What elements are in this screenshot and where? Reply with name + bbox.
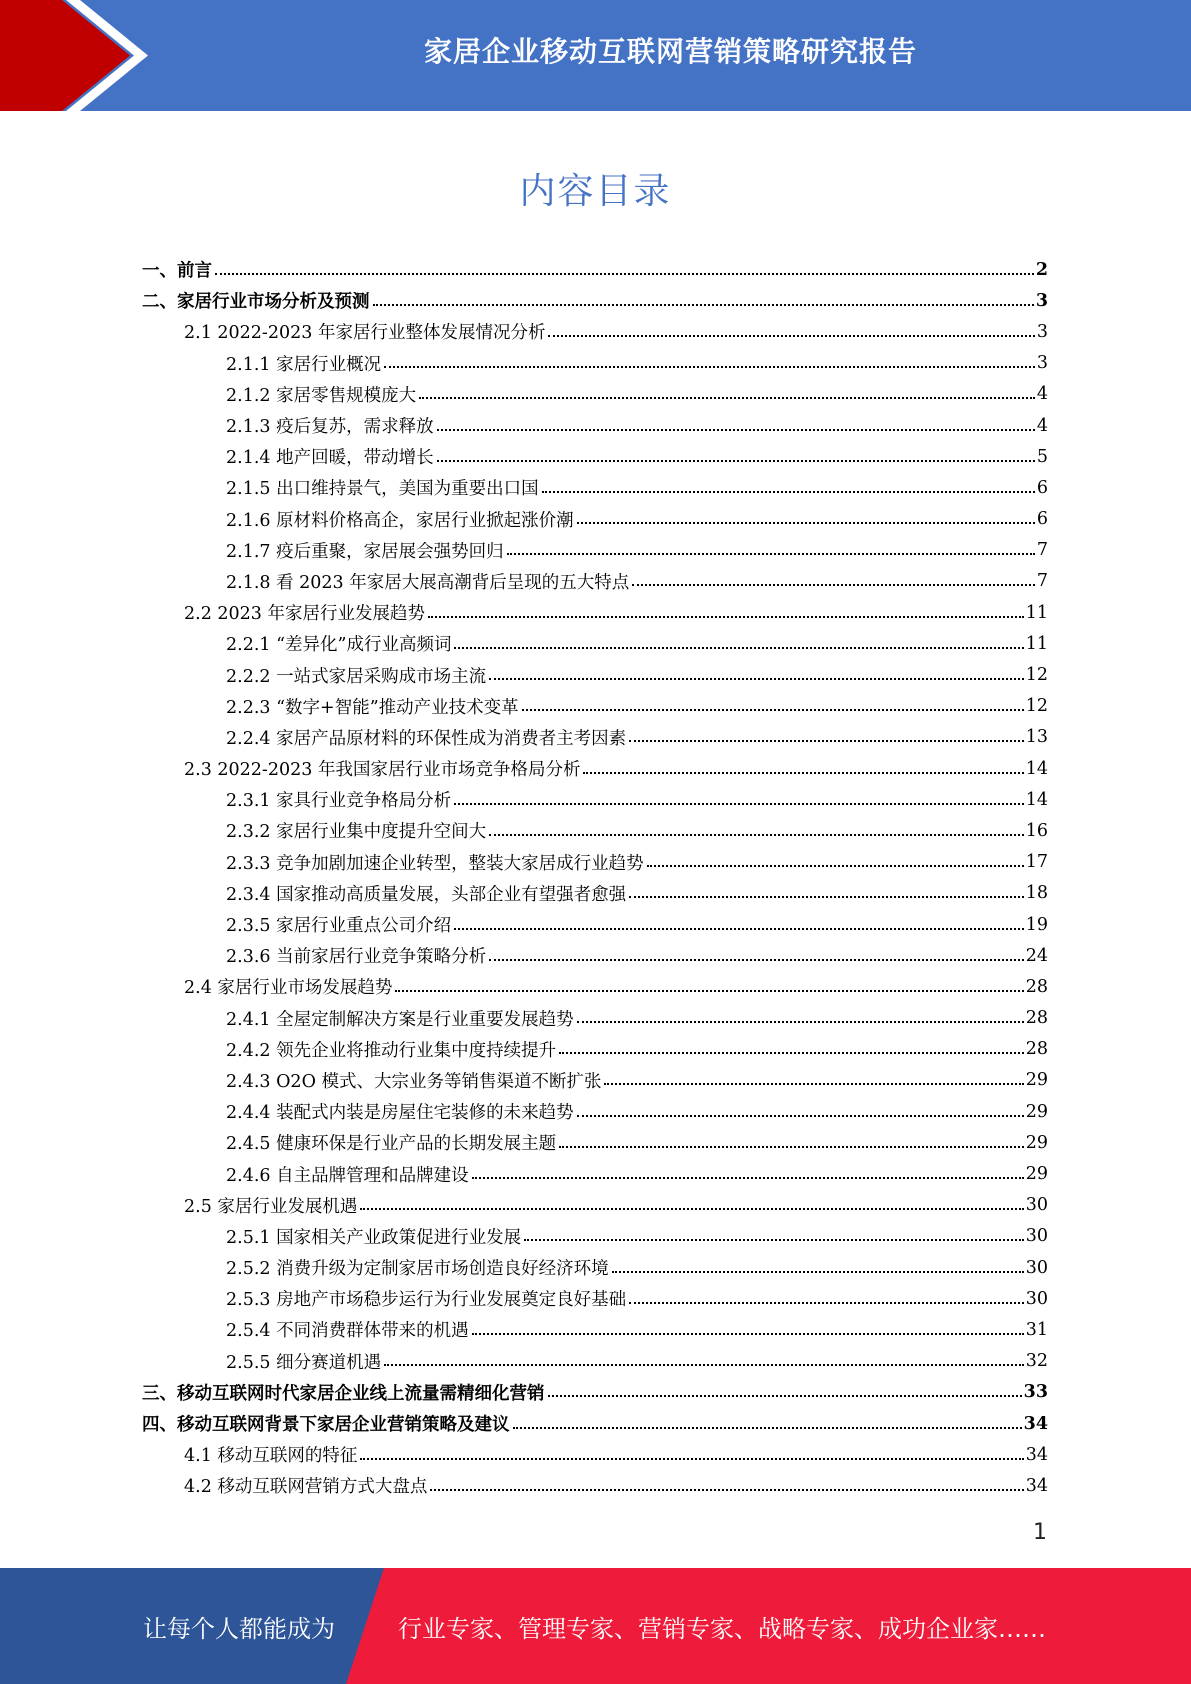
toc-dot-leader [454, 803, 1024, 805]
toc-entry[interactable] [142, 1439, 1048, 1470]
toc-entry[interactable] [142, 1096, 1048, 1127]
toc-entry-page: 5 [1036, 446, 1048, 467]
toc-entry-title: 2.3 2022-2023 年我国家居行业市场竞争格局分析 [184, 760, 581, 781]
toc-entry-page: 19 [1025, 914, 1048, 935]
toc-entry-title: 2.4.5 健康环保是行业产品的长期发展主题 [226, 1134, 557, 1155]
toc-entry-page: 7 [1036, 571, 1048, 592]
toc-entry[interactable] [142, 815, 1048, 846]
toc-entry-title: 2.4 家居行业市场发展趋势 [184, 978, 393, 999]
toc-dot-leader [522, 709, 1024, 711]
toc-entry[interactable] [142, 316, 1048, 347]
toc-dot-leader [632, 584, 1035, 586]
toc-entry[interactable] [142, 1252, 1048, 1283]
toc-entry-title: 2.4.4 装配式内装是房屋住宅装修的未来趋势 [226, 1103, 574, 1124]
toc-entry[interactable] [142, 1470, 1048, 1501]
toc-entry-title: 4.2 移动互联网营销方式大盘点 [184, 1477, 428, 1498]
toc-entry[interactable] [142, 1158, 1048, 1189]
toc-entry-title: 2.5.5 细分赛道机遇 [226, 1352, 382, 1373]
toc-entry[interactable] [142, 566, 1048, 597]
toc-dot-leader [419, 397, 1035, 399]
toc-entry-page: 18 [1025, 883, 1048, 904]
toc-entry[interactable] [142, 504, 1048, 535]
toc-entry-title: 2.1 2022-2023 年家居行业整体发展情况分析 [184, 323, 546, 344]
toc-entry-page: 30 [1025, 1195, 1048, 1216]
report-title: 家居企业移动互联网营销策略研究报告 [423, 35, 917, 68]
toc-entry-page: 34 [1025, 1475, 1048, 1496]
toc-entry[interactable] [142, 1003, 1048, 1034]
toc-entry[interactable] [142, 847, 1048, 878]
toc-entry-title: 2.1.3 疫后复苏，需求释放 [226, 417, 434, 438]
toc-entry-title: 2.3.2 家居行业集中度提升空间大 [226, 822, 487, 843]
toc-entry-page: 6 [1036, 477, 1048, 498]
toc-dot-leader [548, 1395, 1022, 1397]
toc-entry-page: 4 [1036, 415, 1048, 436]
toc-entry-title: 2.1.1 家居行业概况 [226, 354, 382, 375]
toc-entry-page: 29 [1025, 1164, 1048, 1185]
toc-entry-title: 2.1.6 原材料价格高企，家居行业掀起涨价潮 [226, 510, 574, 531]
toc-entry[interactable] [142, 441, 1048, 472]
page-number: 1 [1033, 1520, 1047, 1545]
toc-dot-leader [454, 928, 1024, 930]
toc-entry[interactable] [142, 379, 1048, 410]
toc-entry[interactable] [142, 878, 1048, 909]
toc-entry[interactable] [142, 940, 1048, 971]
toc-entry-page: 30 [1025, 1257, 1048, 1278]
toc-entry-page: 33 [1023, 1382, 1048, 1403]
toc-dot-leader [524, 1239, 1024, 1241]
toc-entry[interactable] [142, 1127, 1048, 1158]
toc-entry-page: 12 [1025, 696, 1048, 717]
toc-entry-page: 11 [1025, 633, 1048, 654]
toc-dot-leader [428, 616, 1024, 618]
toc-entry-page: 13 [1025, 727, 1048, 748]
toc-entry-title: 2.4.1 全屋定制解决方案是行业重要发展趋势 [226, 1009, 574, 1030]
toc-entry[interactable] [142, 1065, 1048, 1096]
toc-dot-leader [629, 1302, 1024, 1304]
toc-entry-title: 2.5.4 不同消费群体带来的机遇 [226, 1321, 469, 1342]
footer-slogan-right: 行业专家、管理专家、营销专家、战略专家、成功企业家…… [398, 1614, 1046, 1643]
toc-entry-page: 28 [1025, 976, 1048, 997]
toc-dot-leader [548, 335, 1034, 337]
toc-entry-title: 四、移动互联网背景下家居企业营销策略及建议 [142, 1415, 510, 1436]
toc-entry-title: 2.4.3 O2O 模式、大宗业务等销售渠道不断扩张 [226, 1071, 602, 1092]
toc-entry-page: 28 [1025, 1039, 1048, 1060]
toc-entry-title: 2.5 家居行业发展机遇 [184, 1196, 358, 1217]
toc-dot-leader [489, 678, 1024, 680]
toc-entry-page: 29 [1025, 1070, 1048, 1091]
toc-entry-title: 三、移动互联网时代家居企业线上流量需精细化营销 [142, 1383, 545, 1404]
toc-entry[interactable] [142, 254, 1048, 285]
toc-entry-title: 2.2.1 “差异化”成行业高频词 [226, 635, 452, 656]
toc-entry-title: 一、前言 [142, 261, 212, 282]
toc-entry-title: 2.3.5 家居行业重点公司介绍 [226, 916, 452, 937]
toc-entry-page: 3 [1036, 353, 1048, 374]
red-chevron-logo [0, 0, 160, 111]
toc-entry-page: 28 [1025, 1008, 1048, 1029]
toc-dot-leader [507, 553, 1035, 555]
toc-entry[interactable] [142, 659, 1048, 690]
toc-entry-page: 34 [1025, 1444, 1048, 1465]
toc-entry-title: 2.4.6 自主品牌管理和品牌建设 [226, 1165, 469, 1186]
toc-dot-leader [577, 522, 1035, 524]
toc-entry[interactable] [142, 909, 1048, 940]
toc-entry-title: 2.1.2 家居零售规模庞大 [226, 385, 417, 406]
toc-entry-title: 2.5.2 消费升级为定制家居市场创造良好经济环境 [226, 1259, 609, 1280]
toc-dot-leader [395, 990, 1023, 992]
toc-entry[interactable] [142, 1283, 1048, 1314]
toc-dot-leader [454, 647, 1023, 649]
toc-entry[interactable] [142, 722, 1048, 753]
toc-entry-page: 34 [1023, 1413, 1048, 1434]
toc-entry-page: 30 [1025, 1226, 1048, 1247]
footer-band [0, 1568, 1191, 1684]
table-of-contents [142, 254, 1048, 1502]
toc-entry[interactable] [142, 410, 1048, 441]
toc-entry-title: 2.2.3 “数字+智能”推动产业技术变革 [226, 697, 519, 718]
toc-dot-leader [215, 273, 1034, 275]
toc-entry-title: 2.5.1 国家相关产业政策促进行业发展 [226, 1227, 522, 1248]
toc-entry[interactable] [142, 1408, 1048, 1439]
toc-dot-leader [472, 1333, 1024, 1335]
toc-entry-title: 2.4.2 领先企业将推动行业集中度持续提升 [226, 1040, 557, 1061]
toc-dot-leader [559, 1052, 1024, 1054]
toc-dot-leader [629, 896, 1024, 898]
toc-entry-title: 2.5.3 房地产市场稳步运行为行业发展奠定良好基础 [226, 1290, 627, 1311]
toc-entry-page: 17 [1025, 852, 1048, 873]
toc-dot-leader [384, 1364, 1024, 1366]
toc-dot-leader [542, 491, 1035, 493]
toc-entry-title: 2.1.8 看 2023 年家居大展高潮背后呈现的五大特点 [226, 572, 630, 593]
toc-entry-page: 31 [1025, 1319, 1048, 1340]
footer-slogan-left: 让每个人都能成为 [143, 1614, 335, 1643]
toc-dot-leader [437, 429, 1035, 431]
toc-entry[interactable] [142, 1190, 1048, 1221]
toc-entry-page: 4 [1036, 384, 1048, 405]
toc-entry-page: 32 [1025, 1351, 1048, 1372]
toc-entry-page: 3 [1036, 321, 1048, 342]
toc-dot-leader [577, 1115, 1024, 1117]
toc-entry-page: 24 [1025, 945, 1048, 966]
toc-dot-leader [612, 1271, 1024, 1273]
toc-dot-leader [577, 1021, 1024, 1023]
toc-entry-title: 2.1.5 出口维持景气，美国为重要出口国 [226, 479, 539, 500]
toc-entry[interactable] [142, 597, 1048, 628]
header-band [0, 0, 1191, 111]
toc-entry[interactable] [142, 1346, 1048, 1377]
toc-entry-title: 2.2.2 一站式家居采购成市场主流 [226, 666, 487, 687]
toc-entry-page: 7 [1036, 540, 1048, 561]
toc-dot-leader [437, 460, 1035, 462]
toc-dot-leader [604, 1083, 1023, 1085]
toc-dot-leader [430, 1489, 1023, 1491]
toc-entry[interactable] [142, 1221, 1048, 1252]
toc-entry-title: 2.3.1 家具行业竞争格局分析 [226, 791, 452, 812]
toc-entry[interactable] [142, 285, 1048, 316]
toc-entry[interactable] [142, 1314, 1048, 1345]
toc-entry-page: 11 [1025, 602, 1048, 623]
toc-entry[interactable] [142, 348, 1048, 379]
toc-entry[interactable] [142, 628, 1048, 659]
toc-entry-page: 14 [1025, 789, 1048, 810]
toc-entry-page: 30 [1025, 1288, 1048, 1309]
toc-dot-leader [513, 1427, 1022, 1429]
toc-entry[interactable] [142, 472, 1048, 503]
toc-entry-title: 二、家居行业市场分析及预测 [142, 292, 370, 313]
toc-entry-title: 2.3.3 竞争加剧加速企业转型，整装大家居成行业趋势 [226, 853, 644, 874]
toc-dot-leader [559, 1146, 1024, 1148]
toc-entry-page: 3 [1035, 290, 1048, 311]
toc-dot-leader [489, 959, 1024, 961]
toc-entry-page: 2 [1035, 259, 1048, 280]
toc-dot-leader [629, 740, 1024, 742]
toc-entry[interactable] [142, 784, 1048, 815]
toc-entry[interactable] [142, 1034, 1048, 1065]
toc-entry[interactable] [142, 535, 1048, 566]
toc-dot-leader [373, 304, 1034, 306]
toc-dot-leader [472, 1177, 1024, 1179]
toc-entry[interactable] [142, 691, 1048, 722]
toc-dot-leader [647, 865, 1024, 867]
toc-entry[interactable] [142, 753, 1048, 784]
toc-entry-page: 12 [1025, 665, 1048, 686]
toc-heading: 内容目录 [519, 171, 672, 212]
toc-entry-page: 6 [1036, 509, 1048, 530]
toc-dot-leader [384, 366, 1035, 368]
toc-entry-title: 2.1.7 疫后重聚，家居展会强势回归 [226, 541, 504, 562]
toc-entry[interactable] [142, 1377, 1048, 1408]
toc-entry-title: 2.1.4 地产回暖，带动增长 [226, 448, 434, 469]
toc-entry[interactable] [142, 971, 1048, 1002]
toc-entry-title: 2.3.6 当前家居行业竞争策略分析 [226, 947, 487, 968]
toc-entry-page: 16 [1025, 820, 1048, 841]
toc-entry-page: 29 [1025, 1101, 1048, 1122]
toc-entry-title: 2.2 2023 年家居行业发展趋势 [184, 604, 425, 625]
toc-dot-leader [583, 772, 1023, 774]
toc-entry-title: 4.1 移动互联网的特征 [184, 1446, 358, 1467]
toc-entry-title: 2.2.4 家居产品原材料的环保性成为消费者主考因素 [226, 728, 627, 749]
toc-entry-page: 29 [1025, 1132, 1048, 1153]
toc-dot-leader [360, 1208, 1023, 1210]
toc-dot-leader [489, 834, 1024, 836]
toc-entry-page: 14 [1025, 758, 1048, 779]
toc-entry-title: 2.3.4 国家推动高质量发展，头部企业有望强者愈强 [226, 884, 627, 905]
toc-dot-leader [360, 1458, 1023, 1460]
